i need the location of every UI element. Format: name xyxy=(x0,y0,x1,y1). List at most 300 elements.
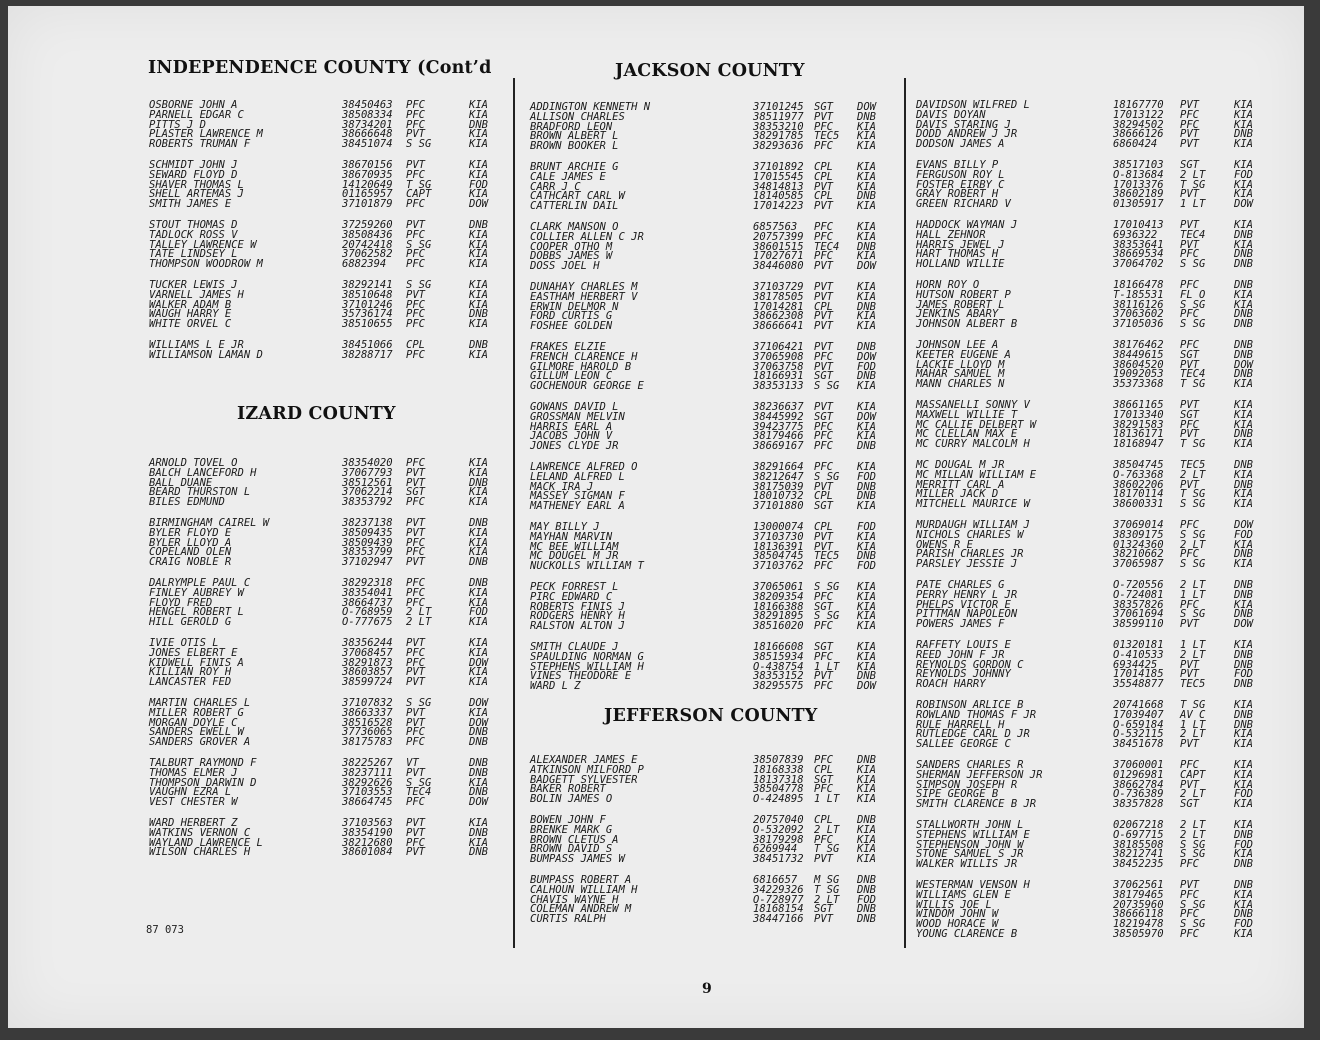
rank: PVT xyxy=(406,159,425,171)
serial-number: 01305917 xyxy=(1113,198,1164,210)
status-code: KIA xyxy=(857,834,876,846)
rank: PVT xyxy=(814,913,833,925)
rank: PFC xyxy=(406,109,425,121)
rank: S SG xyxy=(814,380,840,392)
status-code: KIA xyxy=(1234,798,1253,810)
status-code: DNB xyxy=(857,874,876,886)
rank: T SG xyxy=(814,843,840,855)
casualty-name: NICHOLS CHARLES W xyxy=(916,529,1024,541)
status-code: DNB xyxy=(1234,229,1253,241)
status-code: KIA xyxy=(857,783,876,795)
status-code: DNB xyxy=(1234,579,1253,591)
rank: PVT xyxy=(406,477,425,489)
casualty-name: PHELPS VICTOR E xyxy=(916,599,1011,611)
casualty-name: HARRIS EARL A xyxy=(530,421,613,433)
rank: PFC xyxy=(1180,889,1199,901)
rank: PFC xyxy=(1180,119,1199,131)
casualty-name: SANDERS CHARLES R xyxy=(916,759,1024,771)
casualty-name: CLARK MANSON O xyxy=(530,221,619,233)
status-code: DOW xyxy=(1234,618,1253,630)
serial-number: 39423775 xyxy=(753,421,804,433)
casualty-name: OSBORNE JOHN A xyxy=(149,99,238,111)
rank: PFC xyxy=(814,620,833,632)
serial-number: 38353133 xyxy=(753,380,804,392)
status-code: KIA xyxy=(469,159,488,171)
status-code: KIA xyxy=(469,258,488,270)
serial-number: 38354020 xyxy=(342,457,393,469)
status-code: FOD xyxy=(857,521,876,533)
status-code: KIA xyxy=(1234,639,1253,651)
casualty-name: SPAULDING NORMAN G xyxy=(530,651,644,663)
status-code: KIA xyxy=(469,527,488,539)
serial-number: O-438754 xyxy=(753,661,804,673)
status-code: DNB xyxy=(469,339,488,351)
rank: S SG xyxy=(814,610,840,622)
casualty-name: HUTSON ROBERT P xyxy=(916,289,1011,301)
serial-number: 37103563 xyxy=(342,817,393,829)
serial-number: O-424895 xyxy=(753,793,804,805)
casualty-name: STONE SAMUEL S JR xyxy=(916,848,1024,860)
status-code: DNB xyxy=(1234,339,1253,351)
serial-number: 38212647 xyxy=(753,471,804,483)
casualty-name: GILMORE HAROLD B xyxy=(530,361,632,373)
rank: T SG xyxy=(1180,179,1206,191)
rank: S SG xyxy=(1180,498,1206,510)
serial-number: 38447166 xyxy=(753,913,804,925)
status-code: KIA xyxy=(1234,928,1253,940)
casualty-name: EASTHAM HERBERT V xyxy=(530,291,638,303)
rank: PFC xyxy=(406,726,425,738)
status-code: KIA xyxy=(469,777,488,789)
serial-number: O-532092 xyxy=(753,824,804,836)
casualty-name: MANN CHARLES N xyxy=(916,378,1005,390)
status-code: KIA xyxy=(1234,599,1253,611)
serial-number: 37101892 xyxy=(753,161,804,173)
rank: PVT xyxy=(814,341,833,353)
status-code: KIA xyxy=(469,279,488,291)
serial-number: 38509439 xyxy=(342,537,393,549)
casualty-name: DAVIS DOYAN xyxy=(916,109,986,121)
rank: S SG xyxy=(1180,258,1206,270)
serial-number: 18170114 xyxy=(1113,488,1164,500)
rank: 1 LT xyxy=(1180,639,1206,651)
casualty-name: BAKER ROBERT xyxy=(530,783,606,795)
casualty-name: TUCKER LEWIS J xyxy=(149,279,238,291)
casualty-name: PITTMAN NAPOLEON xyxy=(916,608,1018,620)
casualty-name: CALHOUN WILLIAM H xyxy=(530,884,638,896)
casualty-name: HENGEL ROBERT L xyxy=(149,606,244,618)
status-code: KIA xyxy=(857,610,876,622)
rank: CPL xyxy=(814,521,833,533)
rank: PVT xyxy=(1180,668,1199,680)
casualty-name: BEARD THURSTON L xyxy=(149,486,251,498)
casualty-name: SEWARD FLOYD D xyxy=(149,169,238,181)
rank: PFC xyxy=(406,537,425,549)
status-code: DNB xyxy=(857,913,876,925)
serial-number: 01296981 xyxy=(1113,769,1164,781)
casualty-name: MC DOUGEL M JR xyxy=(530,550,619,562)
status-code: FOD xyxy=(1234,788,1253,800)
serial-number: 38666126 xyxy=(1113,128,1164,140)
status-code: KIA xyxy=(1234,188,1253,200)
rank: PFC xyxy=(406,299,425,311)
rank: CPL xyxy=(814,171,833,183)
rank: PFC xyxy=(406,248,425,260)
serial-number: 37101245 xyxy=(753,101,804,113)
serial-number: 17014223 xyxy=(753,200,804,212)
rank: PFC xyxy=(814,231,833,243)
status-code: DNB xyxy=(469,767,488,779)
serial-number: 18219478 xyxy=(1113,918,1164,930)
serial-number: 37060001 xyxy=(1113,759,1164,771)
rank: PVT xyxy=(814,260,833,272)
rank: T SG xyxy=(814,884,840,896)
serial-number: 20757399 xyxy=(753,231,804,243)
rank: PFC xyxy=(406,837,425,849)
casualty-name: PARISH CHARLES JR xyxy=(916,548,1024,560)
rank: S SG xyxy=(1180,299,1206,311)
rank: PVT xyxy=(406,846,425,858)
status-code: KIA xyxy=(469,457,488,469)
status-code: KIA xyxy=(857,853,876,865)
status-code: DOW xyxy=(857,101,876,113)
rank: PFC xyxy=(814,421,833,433)
casualty-name: MAYHAN MARVIN xyxy=(530,531,613,543)
rank: PVT xyxy=(814,531,833,543)
casualty-name: SIMPSON JOSEPH R xyxy=(916,779,1018,791)
serial-number: 38601515 xyxy=(753,241,804,253)
status-code: KIA xyxy=(1234,239,1253,251)
rank: 2 LT xyxy=(1180,728,1206,740)
status-code: KIA xyxy=(857,774,876,786)
status-code: DNB xyxy=(1234,428,1253,440)
serial-number: 37062561 xyxy=(1113,879,1164,891)
casualty-name: BOWEN JOHN F xyxy=(530,814,606,826)
serial-number: 38662308 xyxy=(753,310,804,322)
serial-number: 17015545 xyxy=(753,171,804,183)
serial-number: O-813684 xyxy=(1113,169,1164,181)
casualty-name: COLEMAN ANDREW M xyxy=(530,903,632,915)
status-code: KIA xyxy=(1234,119,1253,131)
serial-number: 18010732 xyxy=(753,490,804,502)
serial-number: 38666641 xyxy=(753,320,804,332)
casualty-name: HOLLAND WILLIE xyxy=(916,258,1005,270)
status-code: KIA xyxy=(1234,409,1253,421)
serial-number: 37105036 xyxy=(1113,318,1164,330)
serial-number: 17013122 xyxy=(1113,109,1164,121)
rank: S SG xyxy=(1180,529,1206,541)
casualty-name: YOUNG CLARENCE B xyxy=(916,928,1018,940)
serial-number: 38601084 xyxy=(342,846,393,858)
casualty-name: SANDERS EWELL W xyxy=(149,726,244,738)
casualty-name: SHERMAN JEFFERSON JR xyxy=(916,769,1043,781)
rank: PVT xyxy=(406,467,425,479)
rank: CPL xyxy=(814,301,833,313)
page-number: 9 xyxy=(702,981,712,997)
casualty-name: TALBURT RAYMOND F xyxy=(149,757,257,769)
rank: PVT xyxy=(1180,879,1199,891)
status-code: FOD xyxy=(469,606,488,618)
status-code: DNB xyxy=(1234,608,1253,620)
serial-number: 37068457 xyxy=(342,647,393,659)
serial-number: 34229326 xyxy=(753,884,804,896)
casualty-name: BRUNT ARCHIE G xyxy=(530,161,619,173)
serial-number: 38604520 xyxy=(1113,359,1164,371)
rank: PVT xyxy=(406,717,425,729)
status-code: KIA xyxy=(857,121,876,133)
status-code: KIA xyxy=(469,299,488,311)
casualty-name: JENKINS ABARY xyxy=(916,308,999,320)
rank: PFC xyxy=(814,351,833,363)
status-code: KIA xyxy=(469,349,488,361)
rank: PVT xyxy=(406,676,425,688)
status-code: KIA xyxy=(1234,889,1253,901)
rank: PFC xyxy=(814,754,833,766)
status-code: DNB xyxy=(857,481,876,493)
status-code: KIA xyxy=(857,793,876,805)
serial-number: 38451678 xyxy=(1113,738,1164,750)
status-code: DOW xyxy=(469,796,488,808)
serial-number: 37106421 xyxy=(753,341,804,353)
rank: S SG xyxy=(814,581,840,593)
casualty-name: GOCHENOUR GEORGE E xyxy=(530,380,644,392)
rank: S SG xyxy=(406,279,432,291)
status-code: DNB xyxy=(1234,548,1253,560)
column-divider xyxy=(513,78,515,948)
casualty-name: STOUT THOMAS D xyxy=(149,219,238,231)
rank: PFC xyxy=(1180,519,1199,531)
serial-number: 01165957 xyxy=(342,188,393,200)
rank: PFC xyxy=(406,229,425,241)
status-code: KIA xyxy=(857,651,876,663)
casualty-name: MC DOUGAL M JR xyxy=(916,459,1005,471)
casualty-name: MAY BILLY J xyxy=(530,521,600,533)
rank: PFC xyxy=(406,546,425,558)
serial-number: 38669534 xyxy=(1113,248,1164,260)
rank: PVT xyxy=(406,556,425,568)
casualty-name: CATHCART CARL W xyxy=(530,190,625,202)
serial-number: 18168154 xyxy=(753,903,804,915)
casualty-name: BADGETT SYLVESTER xyxy=(530,774,638,786)
status-code: KIA xyxy=(1234,769,1253,781)
rank: SGT xyxy=(814,500,833,512)
status-code: DNB xyxy=(469,577,488,589)
casualty-name: DODSON JAMES A xyxy=(916,138,1005,150)
rank: PVT xyxy=(814,320,833,332)
serial-number: 38450463 xyxy=(342,99,393,111)
rank: PFC xyxy=(406,198,425,210)
rank: PFC xyxy=(1180,759,1199,771)
rank: S SG xyxy=(406,239,432,251)
casualty-name: ROWLAND THOMAS F JR xyxy=(916,709,1037,721)
rank: PFC xyxy=(406,99,425,111)
serial-number: 20742418 xyxy=(342,239,393,251)
status-code: KIA xyxy=(857,764,876,776)
status-code: DOW xyxy=(469,657,488,669)
casualty-name: ROBERTS TRUMAN F xyxy=(149,138,251,150)
casualty-name: DOBBS JAMES W xyxy=(530,250,613,262)
status-code: KIA xyxy=(857,421,876,433)
rank: PFC xyxy=(406,587,425,599)
casualty-name: BUMPASS ROBERT A xyxy=(530,874,632,886)
casualty-name: SHELL ARTEMAS J xyxy=(149,188,244,200)
casualty-name: MAXWELL WILLIE T xyxy=(916,409,1018,421)
serial-number: 18168947 xyxy=(1113,438,1164,450)
serial-number: 38511977 xyxy=(753,111,804,123)
status-code: KIA xyxy=(857,200,876,212)
casualty-name: JAMES ROBERT L xyxy=(916,299,1005,311)
casualty-name: SIPE GEORGE B xyxy=(916,788,999,800)
status-code: KIA xyxy=(469,99,488,111)
serial-number: 37103762 xyxy=(753,560,804,572)
status-code: DNB xyxy=(1234,479,1253,491)
status-code: DNB xyxy=(469,119,488,131)
serial-number: 38293636 xyxy=(753,140,804,152)
rank: 2 LT xyxy=(1180,169,1206,181)
status-code: KIA xyxy=(469,637,488,649)
casualty-name: FRAKES ELZIE xyxy=(530,341,606,353)
rank: M SG xyxy=(814,874,840,886)
casualty-name: MC CALLIE DELBERT W xyxy=(916,419,1037,431)
serial-number: 18166478 xyxy=(1113,279,1164,291)
serial-number: 38353152 xyxy=(753,670,804,682)
casualty-name: BROWN DAVID S xyxy=(530,843,613,855)
status-code: KIA xyxy=(857,291,876,303)
casualty-name: PITTS J D xyxy=(149,119,206,131)
casualty-name: WILSON CHARLES H xyxy=(149,846,251,858)
serial-number: 38512561 xyxy=(342,477,393,489)
serial-number: 37259260 xyxy=(342,219,393,231)
serial-number: 38666118 xyxy=(1113,908,1164,920)
serial-number: 38664737 xyxy=(342,597,393,609)
serial-number: 18137318 xyxy=(753,774,804,786)
serial-number: 38664745 xyxy=(342,796,393,808)
serial-number: 35373368 xyxy=(1113,378,1164,390)
casualty-name: CURTIS RALPH xyxy=(530,913,606,925)
serial-number: 38175039 xyxy=(753,481,804,493)
status-code: KIA xyxy=(469,128,488,140)
casualty-name: BALCH LANCEFORD H xyxy=(149,467,257,479)
serial-number: 01320181 xyxy=(1113,639,1164,651)
status-code: KIA xyxy=(1234,289,1253,301)
status-code: KIA xyxy=(857,250,876,262)
casualty-name: KEETER EUGENE A xyxy=(916,349,1011,361)
serial-number: 18166388 xyxy=(753,601,804,613)
rank: 2 LT xyxy=(1180,819,1206,831)
casualty-name: VARNELL JAMES H xyxy=(149,289,244,301)
casualty-name: WHITE ORVEL C xyxy=(149,318,232,330)
casualty-name: REYNOLDS JOHNNY xyxy=(916,668,1011,680)
serial-number: 38452235 xyxy=(1113,858,1164,870)
rank: PVT xyxy=(406,666,425,678)
status-code: DNB xyxy=(1234,279,1253,291)
serial-number: 38212741 xyxy=(1113,848,1164,860)
casualty-name: BRENKE MARK G xyxy=(530,824,613,836)
status-code: KIA xyxy=(1234,539,1253,551)
serial-number: 38357828 xyxy=(1113,798,1164,810)
serial-number: 6816657 xyxy=(753,874,798,886)
rank: PFC xyxy=(1180,308,1199,320)
serial-number: 37063602 xyxy=(1113,308,1164,320)
rank: PVT xyxy=(1180,738,1199,750)
casualty-name: VINES THEODORE E xyxy=(530,670,632,682)
rank: PVT xyxy=(1180,128,1199,140)
rank: PFC xyxy=(814,560,833,572)
status-code: DNB xyxy=(857,754,876,766)
casualty-name: BRADFORD LEON xyxy=(530,121,613,133)
status-code: KIA xyxy=(1234,159,1253,171)
status-code: KIA xyxy=(857,231,876,243)
status-code: KIA xyxy=(469,248,488,260)
serial-number: 38295575 xyxy=(753,680,804,692)
serial-number: 38599110 xyxy=(1113,618,1164,630)
casualty-name: HARRIS JEWEL J xyxy=(916,239,1005,251)
rank: PFC xyxy=(1180,599,1199,611)
rank: PFC xyxy=(406,308,425,320)
serial-number: 38178505 xyxy=(753,291,804,303)
rank: PVT xyxy=(1180,779,1199,791)
serial-number: 38507839 xyxy=(753,754,804,766)
serial-number: 38212680 xyxy=(342,837,393,849)
rank: SGT xyxy=(1180,159,1199,171)
rank: PFC xyxy=(406,457,425,469)
casualty-name: RAFFETY LOUIS E xyxy=(916,639,1011,651)
status-code: DOW xyxy=(469,717,488,729)
status-code: DOW xyxy=(1234,198,1253,210)
casualty-name: SMITH JAMES E xyxy=(149,198,232,210)
status-code: KIA xyxy=(469,707,488,719)
serial-number: 37063758 xyxy=(753,361,804,373)
casualty-name: DOSS JOEL H xyxy=(530,260,600,272)
serial-number: 18166931 xyxy=(753,370,804,382)
status-code: FOD xyxy=(1234,529,1253,541)
county-heading: JEFFERSON COUNTY xyxy=(604,706,818,726)
column-divider xyxy=(904,78,906,948)
casualty-name: TALLEY LAWRENCE W xyxy=(149,239,257,251)
casualty-name: FERGUSON ROY L xyxy=(916,169,1005,181)
status-code: DOW xyxy=(857,680,876,692)
casualty-name: ATKINSON MILFORD P xyxy=(530,764,644,776)
serial-number: 38602189 xyxy=(1113,188,1164,200)
serial-number: 38237111 xyxy=(342,767,393,779)
status-code: KIA xyxy=(857,541,876,553)
rank: CPL xyxy=(814,764,833,776)
status-code: KIA xyxy=(469,169,488,181)
casualty-name: FLOYD FRED xyxy=(149,597,213,609)
rank: PVT xyxy=(814,111,833,123)
casualty-name: LACKIE LLOYD M xyxy=(916,359,1005,371)
casualty-name: RUTLEDGE CARL D JR xyxy=(916,728,1030,740)
serial-number: 13000074 xyxy=(753,521,804,533)
casualty-name: LELAND ALFRED L xyxy=(530,471,625,483)
status-code: KIA xyxy=(1234,179,1253,191)
rank: PFC xyxy=(406,258,425,270)
rank: PVT xyxy=(1180,399,1199,411)
status-code: KIA xyxy=(1234,558,1253,570)
status-code: KIA xyxy=(469,239,488,251)
serial-number: 38292141 xyxy=(342,279,393,291)
rank: PFC xyxy=(814,430,833,442)
casualty-name: POWERS JAMES F xyxy=(916,618,1005,630)
serial-number: O-728977 xyxy=(753,894,804,906)
rank: PFC xyxy=(406,597,425,609)
rank: 1 LT xyxy=(1180,719,1206,731)
casualty-name: EVANS BILLY P xyxy=(916,159,999,171)
rank: PVT xyxy=(814,281,833,293)
serial-number: 35548877 xyxy=(1113,678,1164,690)
serial-number: 14120649 xyxy=(342,179,393,191)
status-code: KIA xyxy=(1234,378,1253,390)
